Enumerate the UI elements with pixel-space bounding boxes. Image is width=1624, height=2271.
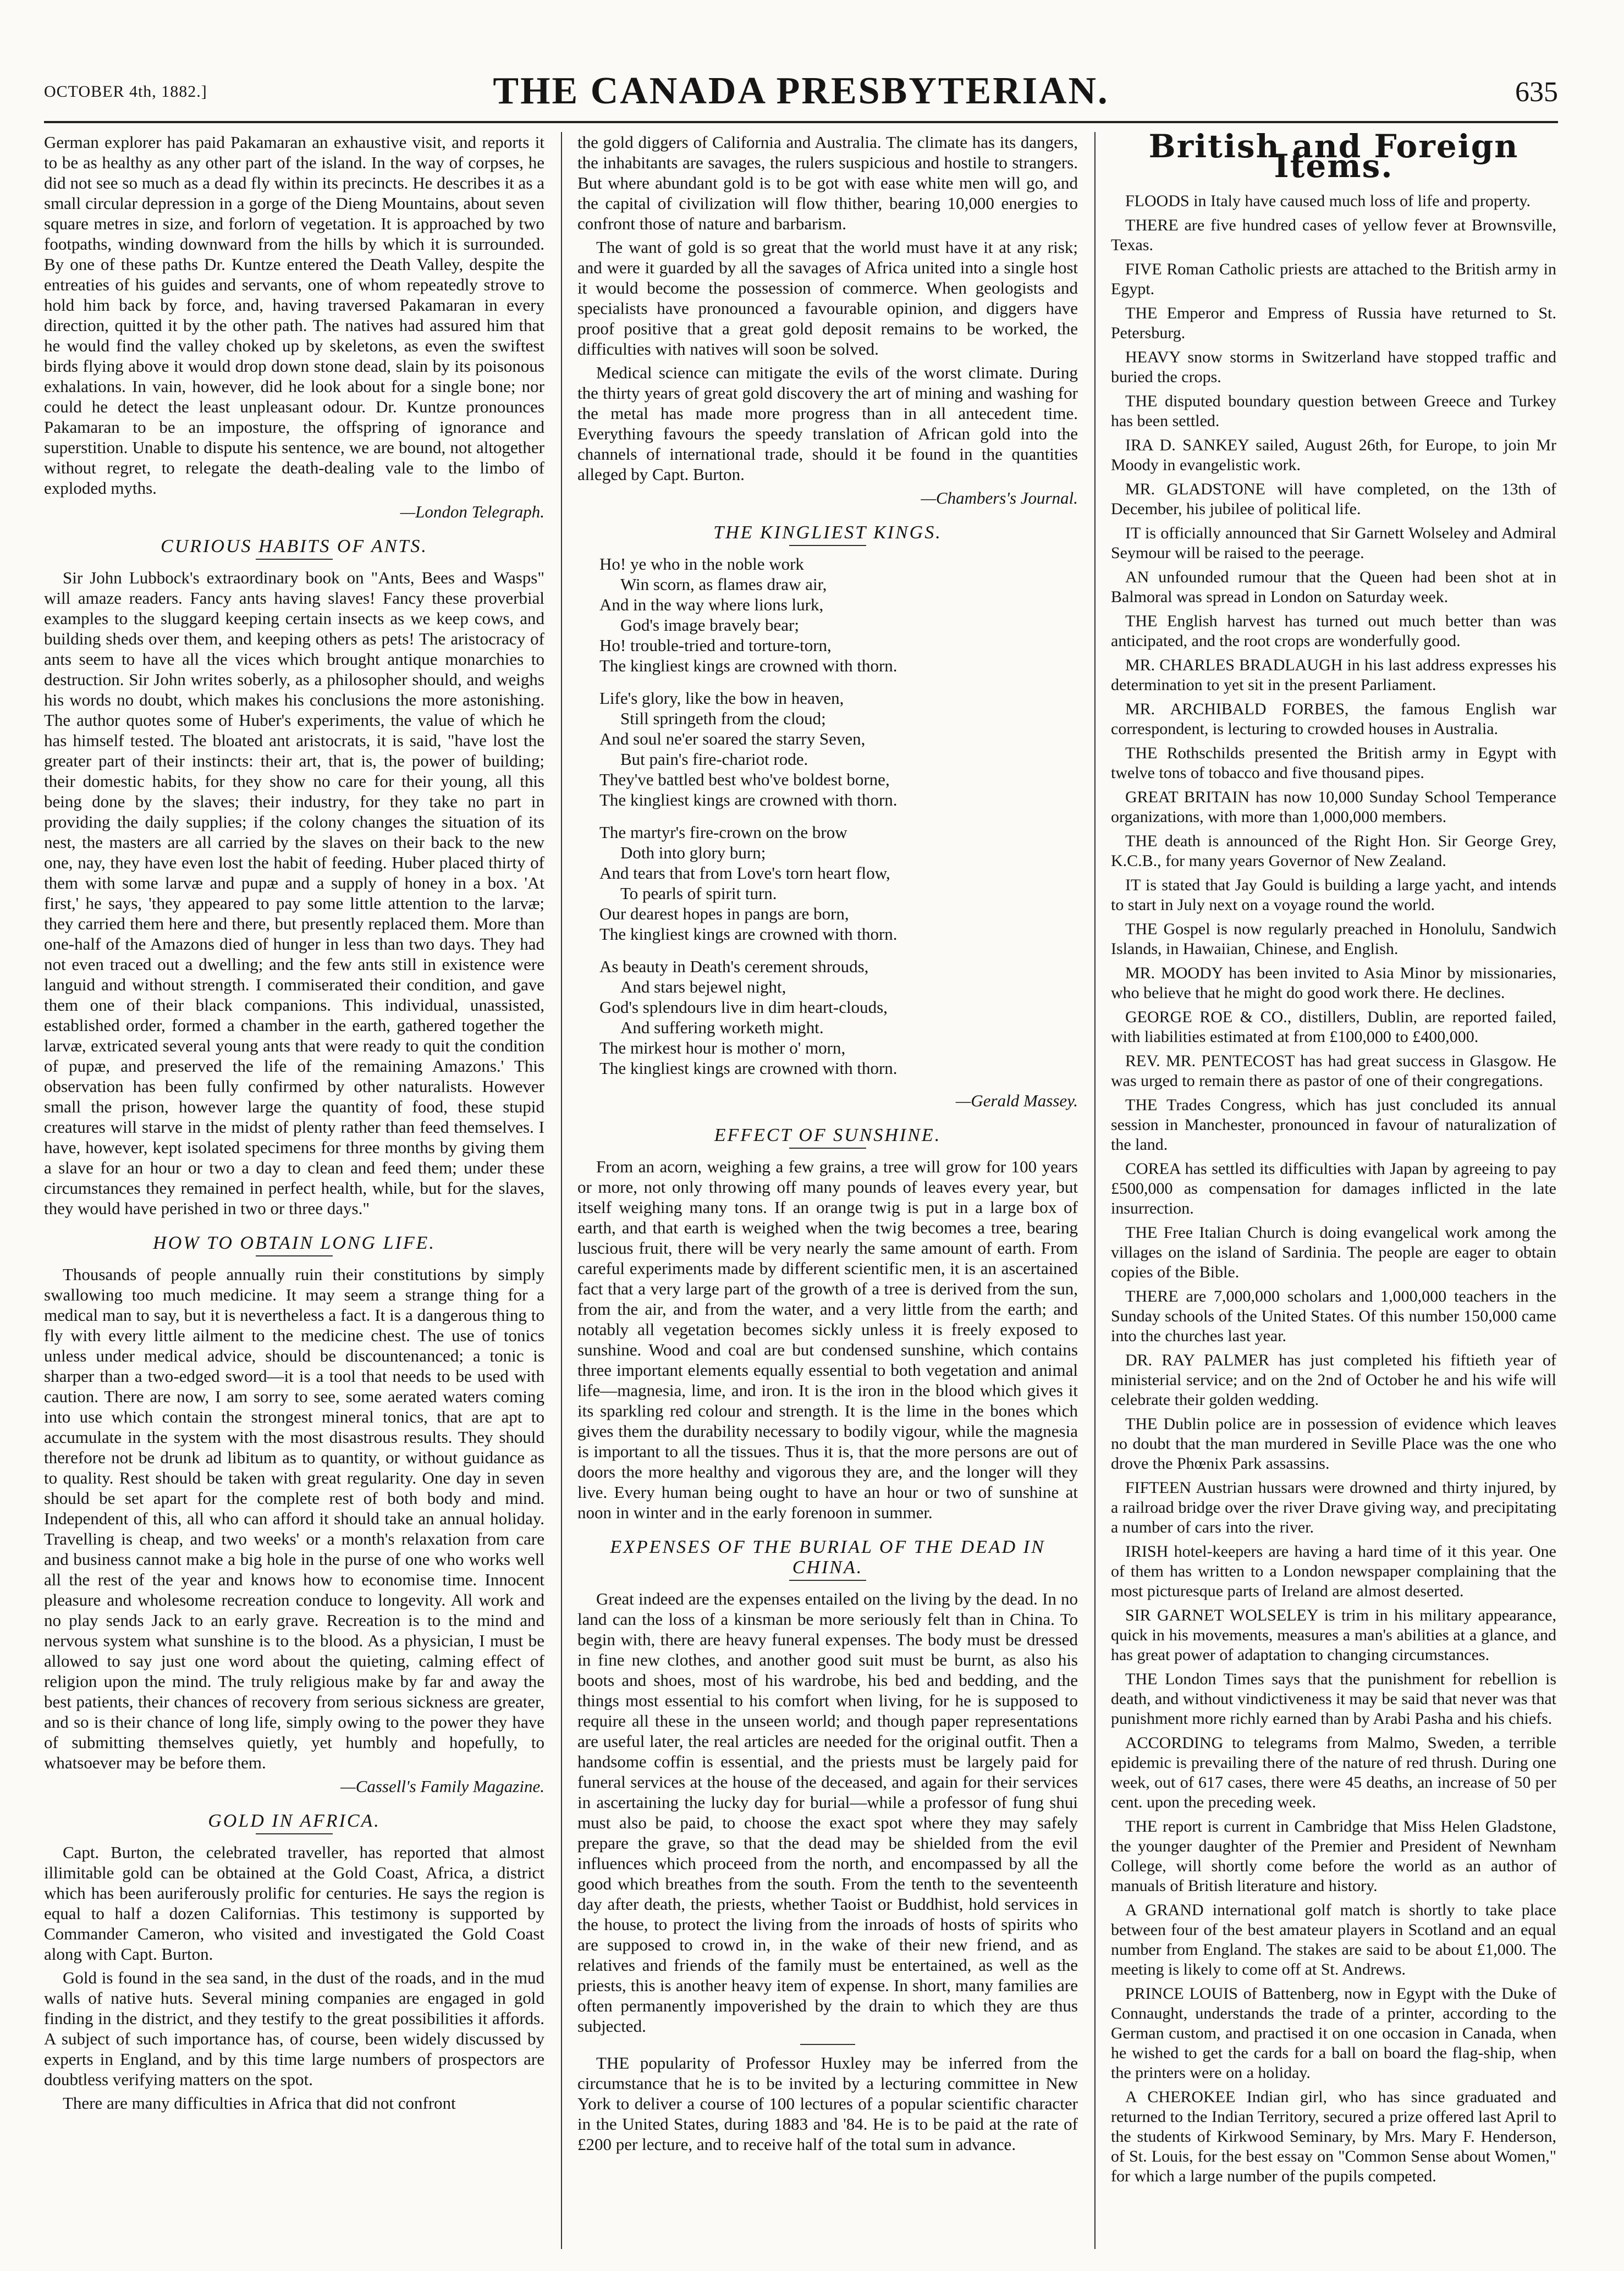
news-item: A GRAND international golf match is shortly to take place between four of the best amateur players in Scotland and an equal number from England. The stakes are said to be about £1,000. The meeting is likely to come off at St. Andrews. bbox=[1111, 1901, 1556, 1978]
column-rule bbox=[1094, 132, 1095, 2249]
divider bbox=[789, 1148, 866, 1149]
poem-line: Ho! trouble-tried and torture-torn, bbox=[599, 636, 832, 655]
poem-line: They've battled best who've boldest borne, bbox=[599, 770, 890, 789]
news-item: THE Trades Congress, which has just concluded its annual session in Manchester, pronounced in favour of naturalization of the land. bbox=[1111, 1096, 1556, 1154]
poem-line: And stars bejewel night, bbox=[620, 977, 786, 996]
section-title-ants: CURIOUS HABITS OF ANTS. bbox=[161, 536, 428, 556]
article-paragraph: German explorer has paid Pakamaran an exhaustive visit, and reports it to be as healthy as any other part of the island. In the way of corpses, he did not see so much as a dead fly within its precincts. He describes it as a small circular depression in a gorge of the Dieng Mountains, about seven square metres in size, and forlorn of vegetation. It is approached by two footpaths, winding downward from the hills by which it is surrounded. By one of these paths Dr. Kuntze entered the Death Valley, despite the entreaties of his guides and servants, one of whom repeatedly strove to hold him back by force, and, having traversed Pakamaran in every direction, quitted it by the other path. The natives had assured him that he would find the valley choked up by skeletons, as even the swiftest birds flying above it would drop down stone dead, slain by its poisonous exhalations. In vain, however, did he look about for a single bone; nor could he detect the least unpleasant odour. Dr. Kuntze pronounces Pakamaran to be an imposture, the offspring of ignorance and superstition. Unable to dispute his sentence, we are bound, not altogether without regret, to relegate the death-dealing vale to the limbo of exploded myths. bbox=[44, 133, 544, 498]
news-item: THE Dublin police are in possession of evidence which leaves no doubt that the man murdered in Seville Place was the one who drove the Phœnix Park assassins. bbox=[1111, 1415, 1556, 1473]
news-item: AN unfounded rumour that the Queen had been shot at in Balmoral was spread in London on Saturday week. bbox=[1111, 568, 1556, 606]
poem-line: Ho! ye who in the noble work bbox=[599, 554, 804, 574]
poem-line: The martyr's fire-crown on the brow bbox=[599, 823, 847, 842]
news-item: FLOODS in Italy have caused much loss of life and property. bbox=[1125, 192, 1531, 210]
news-item: FIFTEEN Austrian hussars were drowned and thirty injured, by a railroad bridge over the river Drave giving way, and precipitating a number of cars into the river. bbox=[1111, 1479, 1556, 1536]
section-title-gold: GOLD IN AFRICA. bbox=[208, 1811, 381, 1831]
column-right bbox=[1111, 132, 1556, 2255]
news-item: IRA D. SANKEY sailed, August 26th, for Europe, to join Mr Moody in evangelistic work. bbox=[1111, 436, 1556, 474]
poem-line: God's image bravely bear; bbox=[620, 615, 799, 635]
divider bbox=[256, 1833, 333, 1834]
section-title-kings: THE KINGLIEST KINGS. bbox=[713, 522, 942, 543]
poem-line: The mirkest hour is mother o' morn, bbox=[599, 1038, 846, 1057]
news-item: MR. GLADSTONE will have completed, on the 13th of December, his jubilee of political life. bbox=[1111, 480, 1556, 518]
news-item: PRINCE LOUIS of Battenberg, now in Egypt with the Duke of Connaught, understands the trade of a printer, according to the German custom, and practised it on one occasion in Canada, when he wished to get the cards for a ball on board the flag-ship, when the printers were on a holiday. bbox=[1111, 1985, 1556, 2082]
poem-line: The kingliest kings are crowned with thorn. bbox=[599, 790, 898, 809]
article-credit: —London Telegraph. bbox=[400, 502, 544, 521]
divider bbox=[256, 559, 333, 560]
poem-line: As beauty in Death's cerement shrouds, bbox=[599, 957, 869, 976]
poem-line: But pain's fire-chariot rode. bbox=[620, 749, 808, 769]
article-paragraph: Great indeed are the expenses entailed on the living by the dead. In no land can the loss of a kinsman be more seriously felt than in China. To begin with, there are heavy funeral expenses. The body must be dressed in fine new clothes, and another good suit must be burnt, as also his boots and shoes, most of his wardrobe, his bed and bedding, and the things most essential to his comfort when living, for he is supposed to require all these in the unseen world; and though paper representations are useful later, the real articles are needed for the original outfit. Then a handsome coffin is essential, and the priests must be largely paid for funeral services at the house of the deceased, and again for their services in ascertaining the lucky day for burial—while a professor of fung shui must also be paid, to choose the exact spot where they may safely prepare the grave, so that the dead may be shielded from the evil influences which proceed from the north, and encompassed by all the good which breathes from the south. From the tenth to the seventeenth day after death, the priests, whether Taoist or Buddhist, hold services in the house, to protect the living from the inroads of hosts of spirits who are supposed to crowd in, in the wake of their new friend, and as relatives and friends of the family must be entertained, as well as the priests, this is another heavy item of expense. In short, many families are often permanently impoverished by the drain to which they are thus subjected. bbox=[577, 1589, 1078, 2036]
poem-line: Win scorn, as flames draw air, bbox=[620, 575, 827, 594]
poem-line: Our dearest hopes in pangs are born, bbox=[599, 904, 849, 923]
masthead-title: THE CANADA PRESBYTERIAN. bbox=[493, 70, 1109, 112]
poem-line: And in the way where lions lurk, bbox=[599, 595, 824, 614]
news-item: FIVE Roman Catholic priests are attached to the British army in Egypt. bbox=[1111, 260, 1556, 298]
section-title-burial: EXPENSES OF THE BURIAL OF THE DEAD IN CHINA. bbox=[610, 1537, 1045, 1578]
news-item: THE death is announced of the Right Hon. Sir George Grey, K.C.B., for many years Governor of New Zealand. bbox=[1111, 832, 1556, 870]
poem-stanza bbox=[577, 822, 1078, 944]
news-item: THE disputed boundary question between Greece and Turkey has been settled. bbox=[1111, 392, 1556, 430]
poem-line: And tears that from Love's torn heart flow, bbox=[599, 863, 890, 883]
column-left bbox=[44, 132, 544, 2255]
column-middle bbox=[577, 132, 1078, 2255]
page-number: 635 bbox=[1515, 76, 1558, 108]
poem-stanza bbox=[577, 554, 1078, 676]
news-item: IRISH hotel-keepers are having a hard time of it this year. One of them has written to a London newspaper complaining that the most picturesque parts of Ireland are almost deserted. bbox=[1111, 1542, 1556, 1600]
article-credit: —Chambers's Journal. bbox=[921, 488, 1078, 508]
news-item: IT is stated that Jay Gould is building a large yacht, and intends to start in July next on a voyage round the world. bbox=[1111, 876, 1556, 914]
news-item: COREA has settled its difficulties with Japan by agreeing to pay £500,000 as compensation for damages inflicted in the late insurrection. bbox=[1111, 1160, 1556, 1217]
article-credit: —Cassell's Family Magazine. bbox=[340, 1777, 544, 1796]
news-item: THERE are five hundred cases of yellow fever at Brownsville, Texas. bbox=[1111, 216, 1556, 254]
article-paragraph: Medical science can mitigate the evils of the worst climate. During the thirty years of great gold discovery the art of mining and washing for the metal has made more progress than in all antecedent time. Everything favours the speedy translation of African gold into the channels of international trade, should it be found in the quantities alleged by Capt. Burton. bbox=[577, 363, 1078, 484]
divider bbox=[800, 2044, 855, 2045]
news-item: THERE are 7,000,000 scholars and 1,000,000 teachers in the Sunday schools of the United States. Of this number 150,000 came into the churches last year. bbox=[1111, 1287, 1556, 1345]
poem-line: And soul ne'er soared the starry Seven, bbox=[599, 729, 866, 748]
news-item: THE London Times says that the punishment for rebellion is death, and without vindictiveness it may be said that never was that punishment more richly earned than by Arabi Pasha and his chiefs. bbox=[1111, 1670, 1556, 1728]
news-item: THE report is current in Cambridge that Miss Helen Gladstone, the younger daughter of the Premier and President of Newnham College, will shortly come before the world as an author of manuals of British literature and history. bbox=[1111, 1817, 1556, 1895]
column-rule bbox=[561, 132, 562, 2249]
poem-line: God's splendours live in dim heart-clouds, bbox=[599, 997, 888, 1017]
section-title-british-foreign: British and Foreign Items. bbox=[1148, 132, 1519, 185]
news-item: A CHEROKEE Indian girl, who has since graduated and returned to the Indian Territory, secured a prize offered last April to the students of Kirkwood Seminary, by Mrs. Mary F. Henderson, of St. Louis, for the best essay on "Common Sense about Women," for which a large number of the pupils competed. bbox=[1111, 2088, 1556, 2185]
poem-line: To pearls of spirit turn. bbox=[620, 884, 777, 903]
page-header bbox=[44, 62, 1558, 117]
poem-line: Still springeth from the cloud; bbox=[620, 709, 826, 728]
section-title-long-life: HOW TO OBTAIN LONG LIFE. bbox=[153, 1233, 436, 1253]
poem-line: Life's glory, like the bow in heaven, bbox=[599, 688, 844, 708]
article-paragraph: Sir John Lubbock's extraordinary book on "Ants, Bees and Wasps" will amaze readers. Fancy ants having slaves! Fancy these proverbial examples to the sluggard keeping certain insects as we keep cows, and building sheds over them, and keeping others as pets! The aristocracy of ants seem to have all the vices which brought antique monarchies to destruction. Sir John writes soberly, as a philosopher should, and weighs his words no doubt, which makes his conclusions the more astonishing. The author quotes some of Huber's experiments, the value of which he has himself tested. The bloated ant aristocrats, it is said, "have lost the greater part of their instincts: their art, that is, the power of building; their domestic habits, for they show no care for their young, all this being done by the slaves; their industry, for they take no part in providing the daily supplies; if the colony changes the situation of its nest, the masters are all carried by the slaves on their back to the new one, nay, they have even lost the habit of feeding. Huber placed thirty of them with some larvæ and pupæ and a supply of honey in a box. 'At first,' he says, 'they appeared to pay some little attention to the larvæ; they carried them here and there, but presently replaced them. More than one-half of the Amazons died of hunger in less than two days. They had not even traced out a dwelling; and the few ants still in existence were languid and without strength. I commiserated their condition, and gave them one of their black companions. This individual, unassisted, established order, formed a chamber in the earth, gathered together the larvæ, extricated several young ants that were ready to quit the condition of pupæ, and preserved the life of the remaining Amazons.' This observation has been fully confirmed by other naturalists. However small the prison, however large the quantity of food, these stupid creatures will starve in the midst of plenty rather than feed themselves. I have, however, kept isolated specimens for three months by giving them a slave for an hour or two a day to clean and feed them; under these circumstances they remained in perfect health, while, but for the slaves, they would have perished in two or three days." bbox=[44, 568, 544, 1218]
article-paragraph: Capt. Burton, the celebrated traveller, has reported that almost illimitable gold can be obtained at the Gold Coast, Africa, a district which has been auriferously prolific for centuries. He says the region is equal to half a dozen Californias. This testimony is supported by Commander Cameron, who visited and investigated the Gold Coast along with Capt. Burton. bbox=[44, 1843, 544, 1964]
article-paragraph: Thousands of people annually ruin their constitutions by simply swallowing too much medicine. It may seem a strange thing for a medical man to say, but it is nevertheless a fact. It is a dangerous thing to fly with every little ailment to the medicine chest. The use of tonics unless under medical advice, should be discountenanced; a tonic is sharper than a two-edged sword—it is a tool that needs to be used with caution. There are now, I am sorry to see, some aerated waters coming into use which contain the strongest mineral tonics, that are apt to accumulate in the system with the most disastrous results. They should therefore not be drunk ad libitum as to quantity, or without guidance as to quality. Rest should be taken with great regularity. One day in seven should be set apart for the complete rest of both body and mind. Independent of this, all who can afford it should take an annual holiday. Travelling is cheap, and two weeks' or a month's relaxation from care and business cannot make a big hole in the purse of one who works well all the rest of the year and knows how to economise time. Innocent pleasure and wholesome recreation conduce to longevity. All work and no play sends Jack to an early grave. Recreation is to the mind and nervous system what sunshine is to the blood. As a physician, I must be allowed to say just one word about the quieting, calming effect of religion upon the mind. The truly religious make by far and away the best patients, their chances of recovery from serious sickness are greater, and so is their chance of long life, simply owing to the power they have of submitting themselves quietly, yet humbly and hopefully, to whatsoever may be before them. bbox=[44, 1265, 544, 1772]
poem-line: Doth into glory burn; bbox=[620, 843, 766, 862]
news-item: GREAT BRITAIN has now 10,000 Sunday School Temperance organizations, with more than 1,000,000 members. bbox=[1111, 788, 1556, 826]
news-item: MR. MOODY has been invited to Asia Minor by missionaries, who believe that he might do good work there. He declines. bbox=[1111, 964, 1556, 1002]
news-item: MR. ARCHIBALD FORBES, the famous English war correspondent, is lecturing to crowded houses in Australia. bbox=[1111, 700, 1556, 738]
news-item: THE Gospel is now regularly preached in Honolulu, Sandwich Islands, in Hawaiian, Chinese, and English. bbox=[1111, 920, 1556, 958]
issue-date: OCTOBER 4th, 1882.] bbox=[44, 82, 207, 101]
news-item: IT is officially announced that Sir Garnett Wolseley and Admiral Seymour will be raised to the peerage. bbox=[1111, 524, 1556, 562]
news-item: GEORGE ROE & CO., distillers, Dublin, are reported failed, with liabilities estimated at from £100,000 to £400,000. bbox=[1111, 1008, 1556, 1046]
poem-line: The kingliest kings are crowned with thorn. bbox=[599, 1059, 898, 1078]
article-paragraph: The want of gold is so great that the world must have it at any risk; and were it guarded by all the savages of Africa united into a single host it would become the possession of commerce. When geologists and specialists have pronounced a favourable opinion, and diggers have proof positive that a great gold deposit remains to be worked, the difficulties with natives will soon be solved. bbox=[577, 238, 1078, 359]
section-title-sunshine: EFFECT OF SUNSHINE. bbox=[714, 1125, 942, 1145]
news-item: REV. MR. PENTECOST has had great success in Glasgow. He was urged to remain there as pastor of one of their congregations. bbox=[1111, 1052, 1556, 1090]
header-rule bbox=[44, 121, 1558, 123]
news-item: MR. CHARLES BRADLAUGH in his last address expresses his determination to yet sit in the present Parliament. bbox=[1111, 656, 1556, 694]
poem-stanza bbox=[577, 688, 1078, 810]
article-paragraph: There are many difficulties in Africa that did not confront bbox=[63, 2093, 456, 2113]
news-item: THE Emperor and Empress of Russia have returned to St. Petersburg. bbox=[1111, 304, 1556, 342]
poem-line: The kingliest kings are crowned with thorn. bbox=[599, 924, 898, 944]
article-paragraph: From an acorn, weighing a few grains, a tree will grow for 100 years or more, not only throwing off many pounds of leaves every year, but itself weighing many tons. If an orange twig is put in a large box of earth, and that earth is weighed when the twig becomes a tree, bearing luscious fruit, there will be very nearly the same amount of earth. From careful experiments made by different scientific men, it is an ascertained fact that a very large part of the growth of a tree is derived from the sun, from the air, and from the water, and a very little from the earth; and notably all vegetation becomes sickly unless it is freely exposed to sunshine. Wood and coal are but condensed sunshine, which contains three important elements equally essential to both vegetation and animal life—magnesia, lime, and iron. It is the iron in the blood which gives it its sparkling red colour and strength. It is the lime in the bones which gives them the durability necessary to bodily vigour, while the magnesia is important to all the tissues. Thus it is, that the more persons are out of doors the more healthy and vigorous they are, and the longer will they live. Every human being ought to have an hour or two of sunshine at noon in winter and in the early forenoon in summer. bbox=[577, 1157, 1078, 1522]
news-item: DR. RAY PALMER has just completed his fiftieth year of ministerial service; and on the 2nd of October he and his wife will celebrate their golden wedding. bbox=[1111, 1351, 1556, 1409]
news-item: ACCORDING to telegrams from Malmo, Sweden, a terrible epidemic is prevailing there of the nature of red thrush. During one week, out of 617 cases, there were 45 deaths, an increase of 50 per cent. upon the preceding week. bbox=[1111, 1734, 1556, 1811]
poem-credit: —Gerald Massey. bbox=[955, 1091, 1078, 1110]
news-item: THE English harvest has turned out much better than was anticipated, and the root crops are wonderfully good. bbox=[1111, 612, 1556, 650]
news-item: THE Rothschilds presented the British army in Egypt with twelve tons of tobacco and five thousand pipes. bbox=[1111, 744, 1556, 782]
article-paragraph: Gold is found in the sea sand, in the dust of the roads, and in the mud walls of native huts. Several mining companies are engaged in gold finding in the district, and they testify to the great possibilities it affords. A subject of such importance has, of course, been widely discussed by experts in England, and by this time large numbers of prospectors are doubtless verifying matters on the spot. bbox=[44, 1968, 544, 2089]
poem-line: The kingliest kings are crowned with thorn. bbox=[599, 656, 898, 675]
news-items-list bbox=[1111, 191, 1556, 2186]
divider bbox=[789, 1580, 866, 1581]
poem-line: And suffering worketh might. bbox=[620, 1018, 824, 1037]
article-paragraph: THE popularity of Professor Huxley may be inferred from the circumstance that he is to be invited by a lecturing committee in New York to deliver a course of 100 lectures of a popular scientific character in the United States, during 1883 and '84. He is to be paid at the rate of £200 per lecture, and to receive half of the total sum in advance. bbox=[577, 2053, 1078, 2154]
news-item: THE Free Italian Church is doing evangelical work among the villages on the island of Sardinia. The people are eager to obtain copies of the Bible. bbox=[1111, 1223, 1556, 1281]
divider bbox=[256, 1255, 333, 1256]
news-item: SIR GARNET WOLSELEY is trim in his military appearance, quick in his movements, measures a man's abilities at a glance, and has great power of adaptation to changing circumstances. bbox=[1111, 1606, 1556, 1664]
divider bbox=[789, 545, 866, 546]
article-paragraph: the gold diggers of California and Australia. The climate has its dangers, the inhabitants are savages, the rulers suspicious and hostile to strangers. But where abundant gold is to be got with ease white men will go, and the capital of civilization will flow thither, bearing 10,000 energies to confront those of nature and barbarism. bbox=[577, 133, 1078, 233]
poem-stanza bbox=[577, 956, 1078, 1078]
news-item: HEAVY snow storms in Switzerland have stopped traffic and buried the crops. bbox=[1111, 348, 1556, 386]
